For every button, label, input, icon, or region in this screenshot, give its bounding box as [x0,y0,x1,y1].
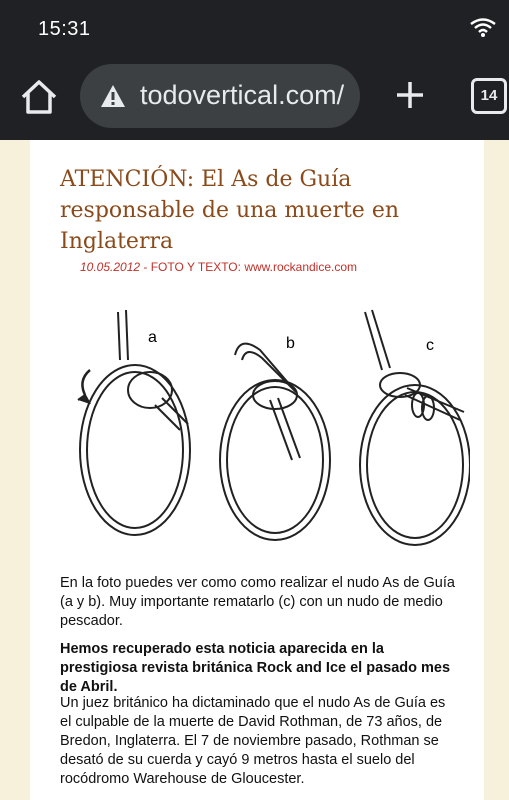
article-title: ATENCIÓN: El As de Guía responsable de una muerte en Inglaterra [60,167,400,254]
url-bar[interactable] [80,64,360,128]
status-time: 15:31 [38,18,91,40]
article-date: 10.05.2012 [80,260,141,274]
figure-label-a: a [148,329,157,346]
browser-toolbar [0,56,509,140]
article-paragraph-3: Un juez británico ha dictaminado que el nudo As de Guía es el culpable de la muerte de David Rothman, de 73 años, de Bredon, Inglaterra. El 7 de noviembre pasado, Rothman se desató de su cuerda y cayó 9 metros hasta el suelo del rocódromo Warehouse de Gloucester. [60,695,446,787]
page-content [0,140,509,800]
wifi-icon [470,18,496,38]
article-paragraph-1: En la foto puedes ver como como realizar el nudo As de Guía (a y b). Muy importante rematarlo (c) con un nudo de medio pescador. [60,575,455,629]
url-text[interactable]: todovertical.com/ [140,80,345,110]
tab-switcher-button[interactable]: 14 [471,78,507,114]
article-paragraph-2: Hemos recuperado esta noticia aparecida en la prestigiosa revista británica Rock and Ice el pasado mes de Abril. [60,641,451,695]
figure-label-c: c [426,337,434,354]
status-bar [0,0,509,56]
article-credit: - FOTO Y TEXTO: www.rockandice.com [140,260,358,274]
new-tab-icon[interactable] [393,78,427,112]
figure-label-b: b [286,335,295,352]
knot-illustration [60,300,470,550]
article-meta [80,260,357,274]
article-card [30,140,484,800]
warning-icon[interactable] [100,84,126,108]
home-icon[interactable] [18,76,60,118]
